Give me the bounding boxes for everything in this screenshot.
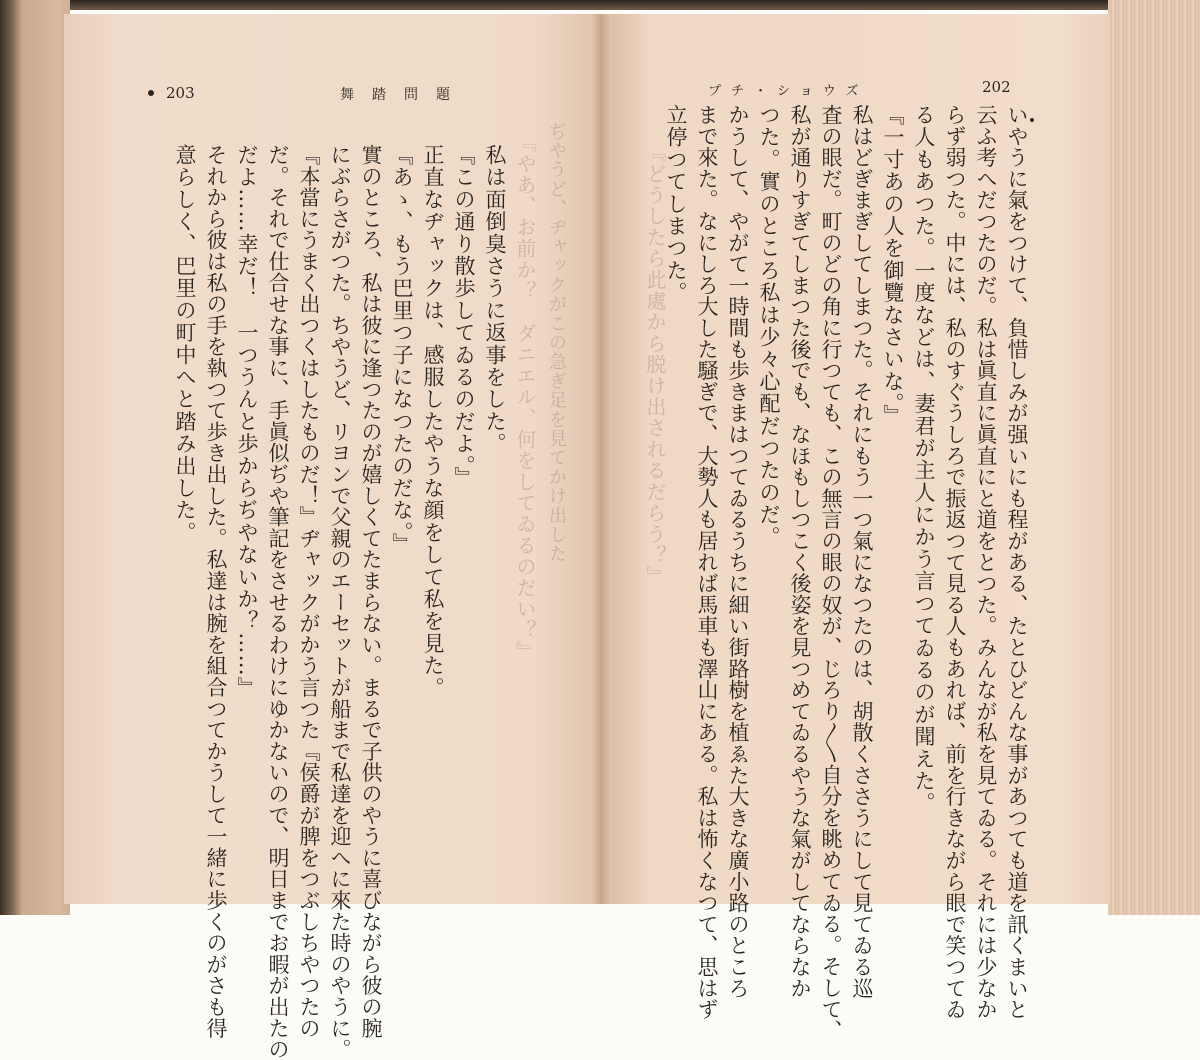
right-running-head: プチ・ショウズ (708, 84, 869, 99)
text-line: らず弱つた。中には、私のすぐうしろで振返つて見る人もあれば、前を行きながら眼で笑つてゐ (943, 104, 967, 1020)
text-line: 私は面倒臭さうに返事をした。 (483, 144, 507, 455)
text-line: 『あゝ、もう巴里つ子になつたのだな。』 (390, 144, 414, 556)
text-line: かうして、やがて一時間も歩きまはつてゐるうちに細い街路樹を植ゑた大きな廣小路のところ (726, 104, 750, 999)
book-gutter (590, 14, 612, 904)
text-line: 云ふ考へだつたのだ。私は眞直に眞直にと道をとつた。みんなが私を見てゐる。それには少なか (974, 104, 998, 1020)
text-line: つた。實のところ私は少々心配だつたのだ。 (757, 104, 781, 548)
text-line: 『本當にうまく出つくはしたものだ！』ヂャックがかう言つた『侯爵が脾をつぶしちやつたの (297, 144, 321, 1039)
text-line: だ。それで仕合せな事に、手眞似ぢや筆記をさせるわけにゆかないので、明日までお暇が出たの (266, 144, 290, 1060)
left-page-number: 203 (166, 84, 195, 102)
text-line: にぶらさがつた。ちやうど、リヨンで父親のエーセットが船まで私達を迎へに來た時のやうに。 (328, 144, 352, 1060)
text-line: る人もあつた。一度などは、妻君が主人にかう言つてゐるのが聞えた。 (912, 104, 936, 815)
bleed-through-text: ぢやうど、ヂャックがこの急ぎ足を見てかけ出した (546, 122, 567, 564)
book-cover-top-edge (0, 0, 1200, 10)
left-running-head: 舞踏問題 (340, 87, 468, 103)
book-fore-edge (1108, 0, 1200, 915)
bleed-through-text: 『どうしたら此處から脱け出されるだらう？』 (643, 142, 667, 588)
text-line: 私が通りすぎてしまつた後でも、なほもしつこく後姿を見つめてゐるやうな氣がしてならなか (788, 104, 812, 999)
text-line: 實のところ、私は彼に逢つたのが嬉しくてたまらない。まるで子供のやうに喜びながら彼の腕 (359, 144, 383, 1039)
text-line: 私はどぎまぎしてしまつた。それにもう一つ氣になつたのは、胡散くささうにして見てゐる巡 (850, 104, 874, 999)
text-line: 正直なヂャックは、感服したやうな顔をして私を見た。 (421, 144, 445, 699)
text-line: 立停つてしまつた。 (664, 104, 688, 304)
text-line: それから彼は私の手を執つて歩き出した。私達は腕を組合つてかうして一緒に歩くのがさも得 (204, 144, 228, 1039)
book-cover-left-edge (0, 0, 70, 915)
bleed-through-text: 『やあ、お前か？ ダニエル、何をしてゐるのだい？』 (513, 132, 537, 662)
text-line: 『一寸あの人を御覽なさいな。』 (881, 104, 905, 427)
text-line: 査の眼だ。町のどの角に行つても、この無言の眼の奴が、じろり〳〵自分を眺めてゐる。そして、 (819, 104, 843, 1041)
text-line: だよ……幸だ！ 一つうんと歩からぢやないか？……』 (235, 144, 259, 699)
text-line: まで來た。なにしろ大した騒ぎで、大勢人も居れば馬車も澤山にある。私は怖くなつて、思はず (695, 104, 719, 1020)
text-line: 『この通り散歩してゐるのだよ。』 (452, 144, 476, 489)
text-line: 意らしく、巴里の町中へと踏み出した。 (173, 144, 197, 544)
text-line: いやうに氣をつけて、負惜しみが强いにも程がある、たとひどんな事があつても道を訊くまいと (1005, 104, 1029, 1020)
right-page-number: 202 (982, 78, 1011, 96)
ink-dot (148, 90, 154, 96)
